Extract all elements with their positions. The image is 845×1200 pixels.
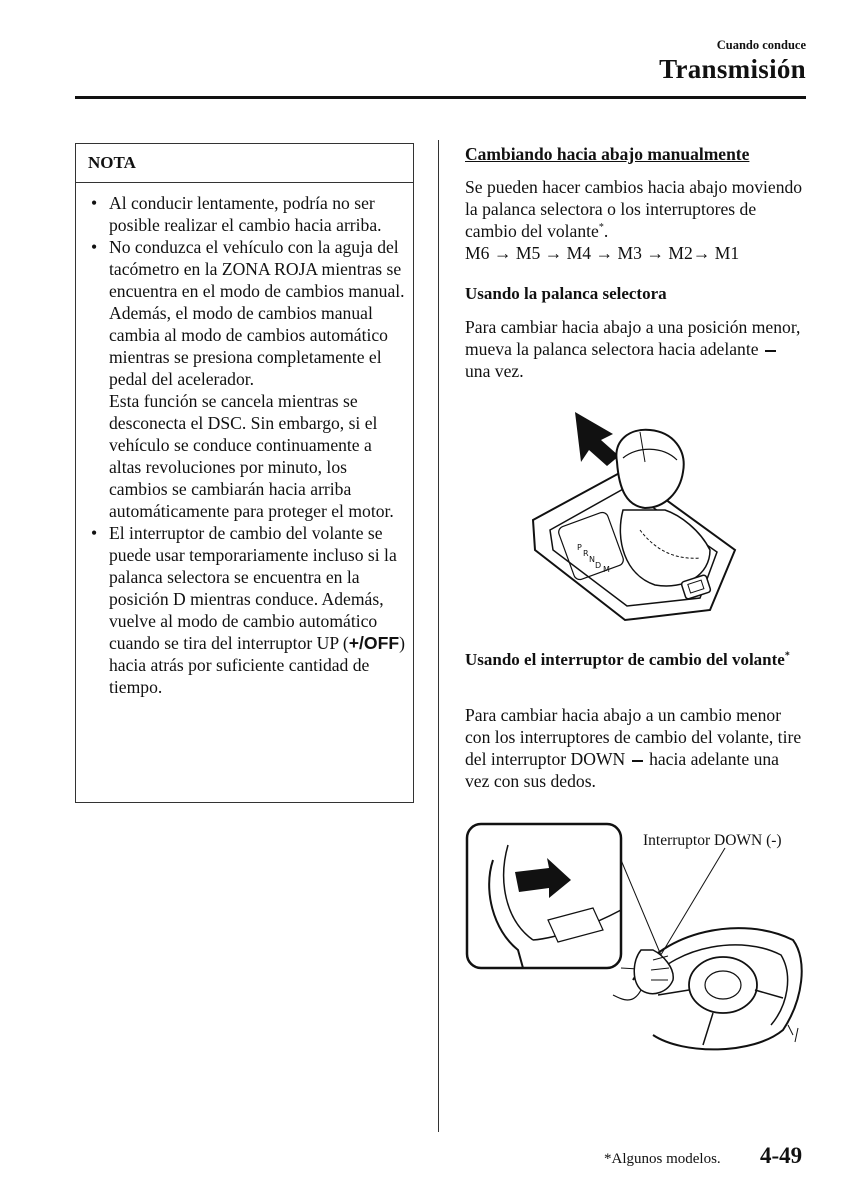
gate-label-d: D xyxy=(595,561,602,570)
intro-paragraph xyxy=(465,176,805,242)
selector-lever-paragraph xyxy=(465,316,805,382)
column-divider xyxy=(438,140,439,1132)
page-number: 4-49 xyxy=(760,1143,803,1168)
bullet-icon: • xyxy=(91,523,98,543)
steering-text-b: hacia adelante una vez con sus dedos. xyxy=(465,749,779,791)
bullet-icon: • xyxy=(91,193,98,213)
note-item-text: Al conducir lentamente, podría no ser posible realizar el cambio hacia arriba. xyxy=(109,193,382,235)
note-item-text: No conduzca el vehículo con la aguja del tacómetro en la ZONA ROJA mientras se encuentra en el modo de cambios manual. Además, el modo de cambios manual cambia al modo de cambios automático mientras se presiona completamente el pedal del acelerador. xyxy=(109,237,405,389)
selector-lever-illustration xyxy=(505,400,765,625)
page-title: Transmisión xyxy=(659,54,806,84)
minus-icon xyxy=(765,350,776,352)
note-item-text xyxy=(109,522,407,698)
minus-icon xyxy=(632,760,643,762)
forward-arrow-icon xyxy=(575,412,619,466)
gate-label-r: R xyxy=(583,549,589,558)
selector-text-a: Para cambiar hacia abajo a una posición menor, mueva la palanca selectora hacia adelante xyxy=(465,317,801,359)
subheading-steering-switch xyxy=(465,649,805,670)
intro-text: Se pueden hacer cambios hacia abajo moviendo la palanca selectora o los interruptores de cambio del volante xyxy=(465,177,803,241)
gear-sequence: M6 → M5 → M4 → M3 → M2→ M1 xyxy=(465,243,740,263)
bullet-icon: • xyxy=(91,237,98,257)
note-text-part: El interruptor de cambio del volante se puede usar temporariamente incluso si la palanca selectora se encuentra en la posición D mientras conduce. Además, vuelve al modo de cambio automático cuando se tira del interruptor UP ( xyxy=(109,523,397,653)
note-text-part: ) hacia atrás por suficiente cantidad de tiempo. xyxy=(109,633,405,697)
subheading-selector-lever: Usando la palanca selectora xyxy=(465,284,667,303)
note-list xyxy=(76,192,415,698)
up-off-symbol: +/OFF xyxy=(348,633,400,653)
note-title-bar xyxy=(76,144,413,183)
note-item xyxy=(76,192,415,236)
steering-paddle-illustration xyxy=(463,820,808,1055)
gate-label-p: P xyxy=(577,543,582,552)
note-title: NOTA xyxy=(88,153,136,172)
note-box xyxy=(75,143,414,803)
asterisk-mark: * xyxy=(598,222,604,234)
note-item xyxy=(76,236,415,522)
header-rule xyxy=(75,96,806,99)
intro-end: . xyxy=(603,221,609,241)
gate-label-m: M xyxy=(603,565,610,574)
section-label: Cuando conduce xyxy=(716,38,806,52)
steering-text-a: Para cambiar hacia abajo a un cambio menor con los interruptores de cambio del volante, tire del interruptor DOWN xyxy=(465,705,802,769)
note-item-text: Esta función se cancela mientras se desconecta el DSC. Sin embargo, si el vehículo se conduce continuamente a altas revoluciones por minuto, los cambios se cambiarán hacia arriba automáticamente para proteger el motor. xyxy=(109,391,394,521)
note-item xyxy=(76,522,415,698)
subheading-text: Usando el interruptor de cambio del volante xyxy=(465,650,785,669)
steering-switch-paragraph xyxy=(465,704,805,792)
figure-callout-label: Interruptor DOWN (-) xyxy=(643,832,782,849)
selector-text-b: una vez. xyxy=(465,361,524,381)
gate-label-n: N xyxy=(589,555,595,564)
asterisk-mark: * xyxy=(784,650,790,662)
footnote: *Algunos modelos. xyxy=(604,1151,721,1167)
section-heading: Cambiando hacia abajo manualmente xyxy=(465,144,750,164)
